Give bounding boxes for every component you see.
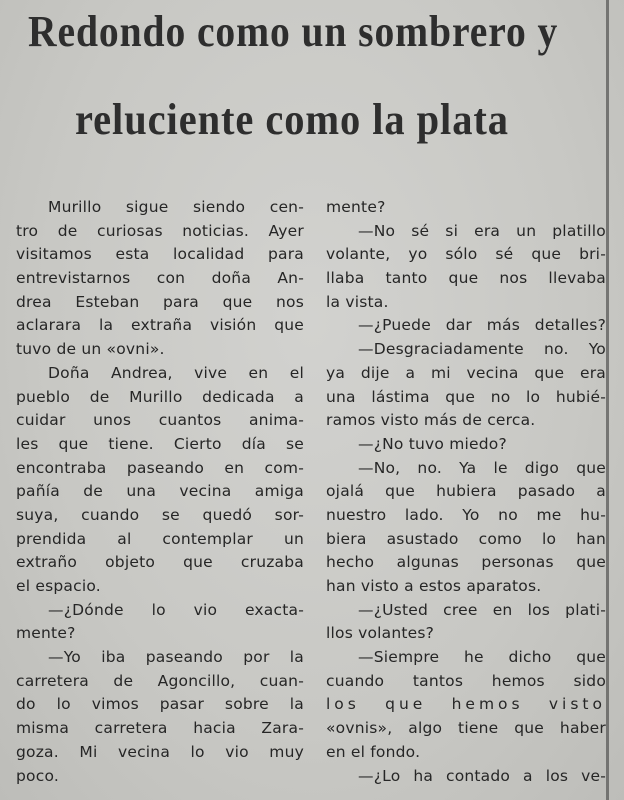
text-line: volante, yo sólo sé que bri-: [326, 245, 606, 264]
text-line: pueblo de Murillo dedicada a: [16, 387, 304, 406]
text-line: —No sé si era un platillo: [358, 221, 606, 240]
text-line: visitamos esta localidad para: [16, 245, 304, 264]
text-line: la vista.: [326, 292, 389, 311]
text-line: mente?: [326, 198, 386, 216]
text-line: poco.: [16, 766, 59, 785]
text-line: misma carretera hacia Zara-: [16, 719, 304, 738]
text-line: tuvo de un «ovni».: [16, 340, 165, 359]
text-line: cuando tantos hemos sido: [326, 671, 606, 690]
text-line: llaba tanto que nos llevaba: [326, 269, 606, 288]
text-line: prendida al contemplar un: [16, 529, 304, 548]
text-line: en el fondo.: [326, 742, 421, 761]
text-line: —¿Lo ha contado a los ve-: [358, 766, 606, 785]
text-line: entrevistarnos con doña An-: [16, 269, 304, 288]
text-line: mente?: [16, 624, 76, 643]
text-line: ojalá que hubiera pasado a: [326, 482, 606, 501]
text-line: los que hemos visto: [326, 695, 606, 714]
text-line: aclarara la extraña visión que: [16, 316, 304, 335]
text-line: —¿Puede dar más detalles?: [358, 316, 606, 335]
text-line: ya dije a mi vecina que era: [326, 363, 606, 382]
text-line: ramos visto más de cerca.: [326, 411, 536, 430]
text-line: han visto a estos aparatos.: [326, 577, 542, 595]
text-line: Doña Andrea, vive en el: [48, 363, 304, 382]
text-line: tro de curiosas noticias. Ayer: [16, 221, 304, 240]
text-line: goza. Mi vecina lo vio muy: [16, 742, 304, 761]
text-line: —Siempre he dicho que: [358, 648, 606, 667]
text-line: biera asustado como lo han: [326, 529, 606, 548]
text-line: —Desgraciadamente no. Yo: [358, 340, 606, 359]
text-line: el espacio.: [16, 577, 101, 595]
article-column-right: [326, 196, 606, 788]
text-line: —Yo iba paseando por la: [48, 648, 304, 667]
text-line: drea Esteban para que nos: [16, 292, 304, 311]
text-line: pañía de una vecina amiga: [16, 482, 304, 501]
text-line: —¿No tuvo miedo?: [358, 434, 507, 453]
text-line: nuestro lado. Yo no me hu-: [326, 505, 606, 524]
headline-line-1: Redondo como un sombrero y: [28, 7, 559, 56]
text-line: carretera de Agoncillo, cuan-: [16, 671, 304, 690]
text-line: do lo vimos pasar sobre la: [16, 695, 304, 714]
text-line: —¿Dónde lo vio exacta-: [48, 600, 304, 619]
text-line: extraño objeto que cruzaba: [16, 553, 304, 572]
text-line: una lástima que no lo hubié-: [326, 387, 606, 406]
text-line: encontraba paseando en com-: [16, 458, 304, 477]
headline-line-2: reluciente como la plata: [75, 95, 509, 144]
text-line: hecho algunas personas que: [326, 553, 606, 572]
text-line: cuidar unos cuantos anima-: [16, 411, 304, 430]
column-rule: [606, 0, 609, 800]
text-line: suya, cuando se quedó sor-: [16, 505, 304, 524]
text-line: «ovnis», algo tiene que haber: [326, 719, 606, 738]
text-line: —No, no. Ya le digo que: [358, 458, 606, 477]
article-column-left: [16, 196, 304, 788]
text-line: —¿Usted cree en los plati-: [358, 600, 606, 619]
text-line: llos volantes?: [326, 624, 435, 643]
text-line: Murillo sigue siendo cen-: [48, 198, 304, 216]
text-line: les que tiene. Cierto día se: [16, 434, 304, 453]
